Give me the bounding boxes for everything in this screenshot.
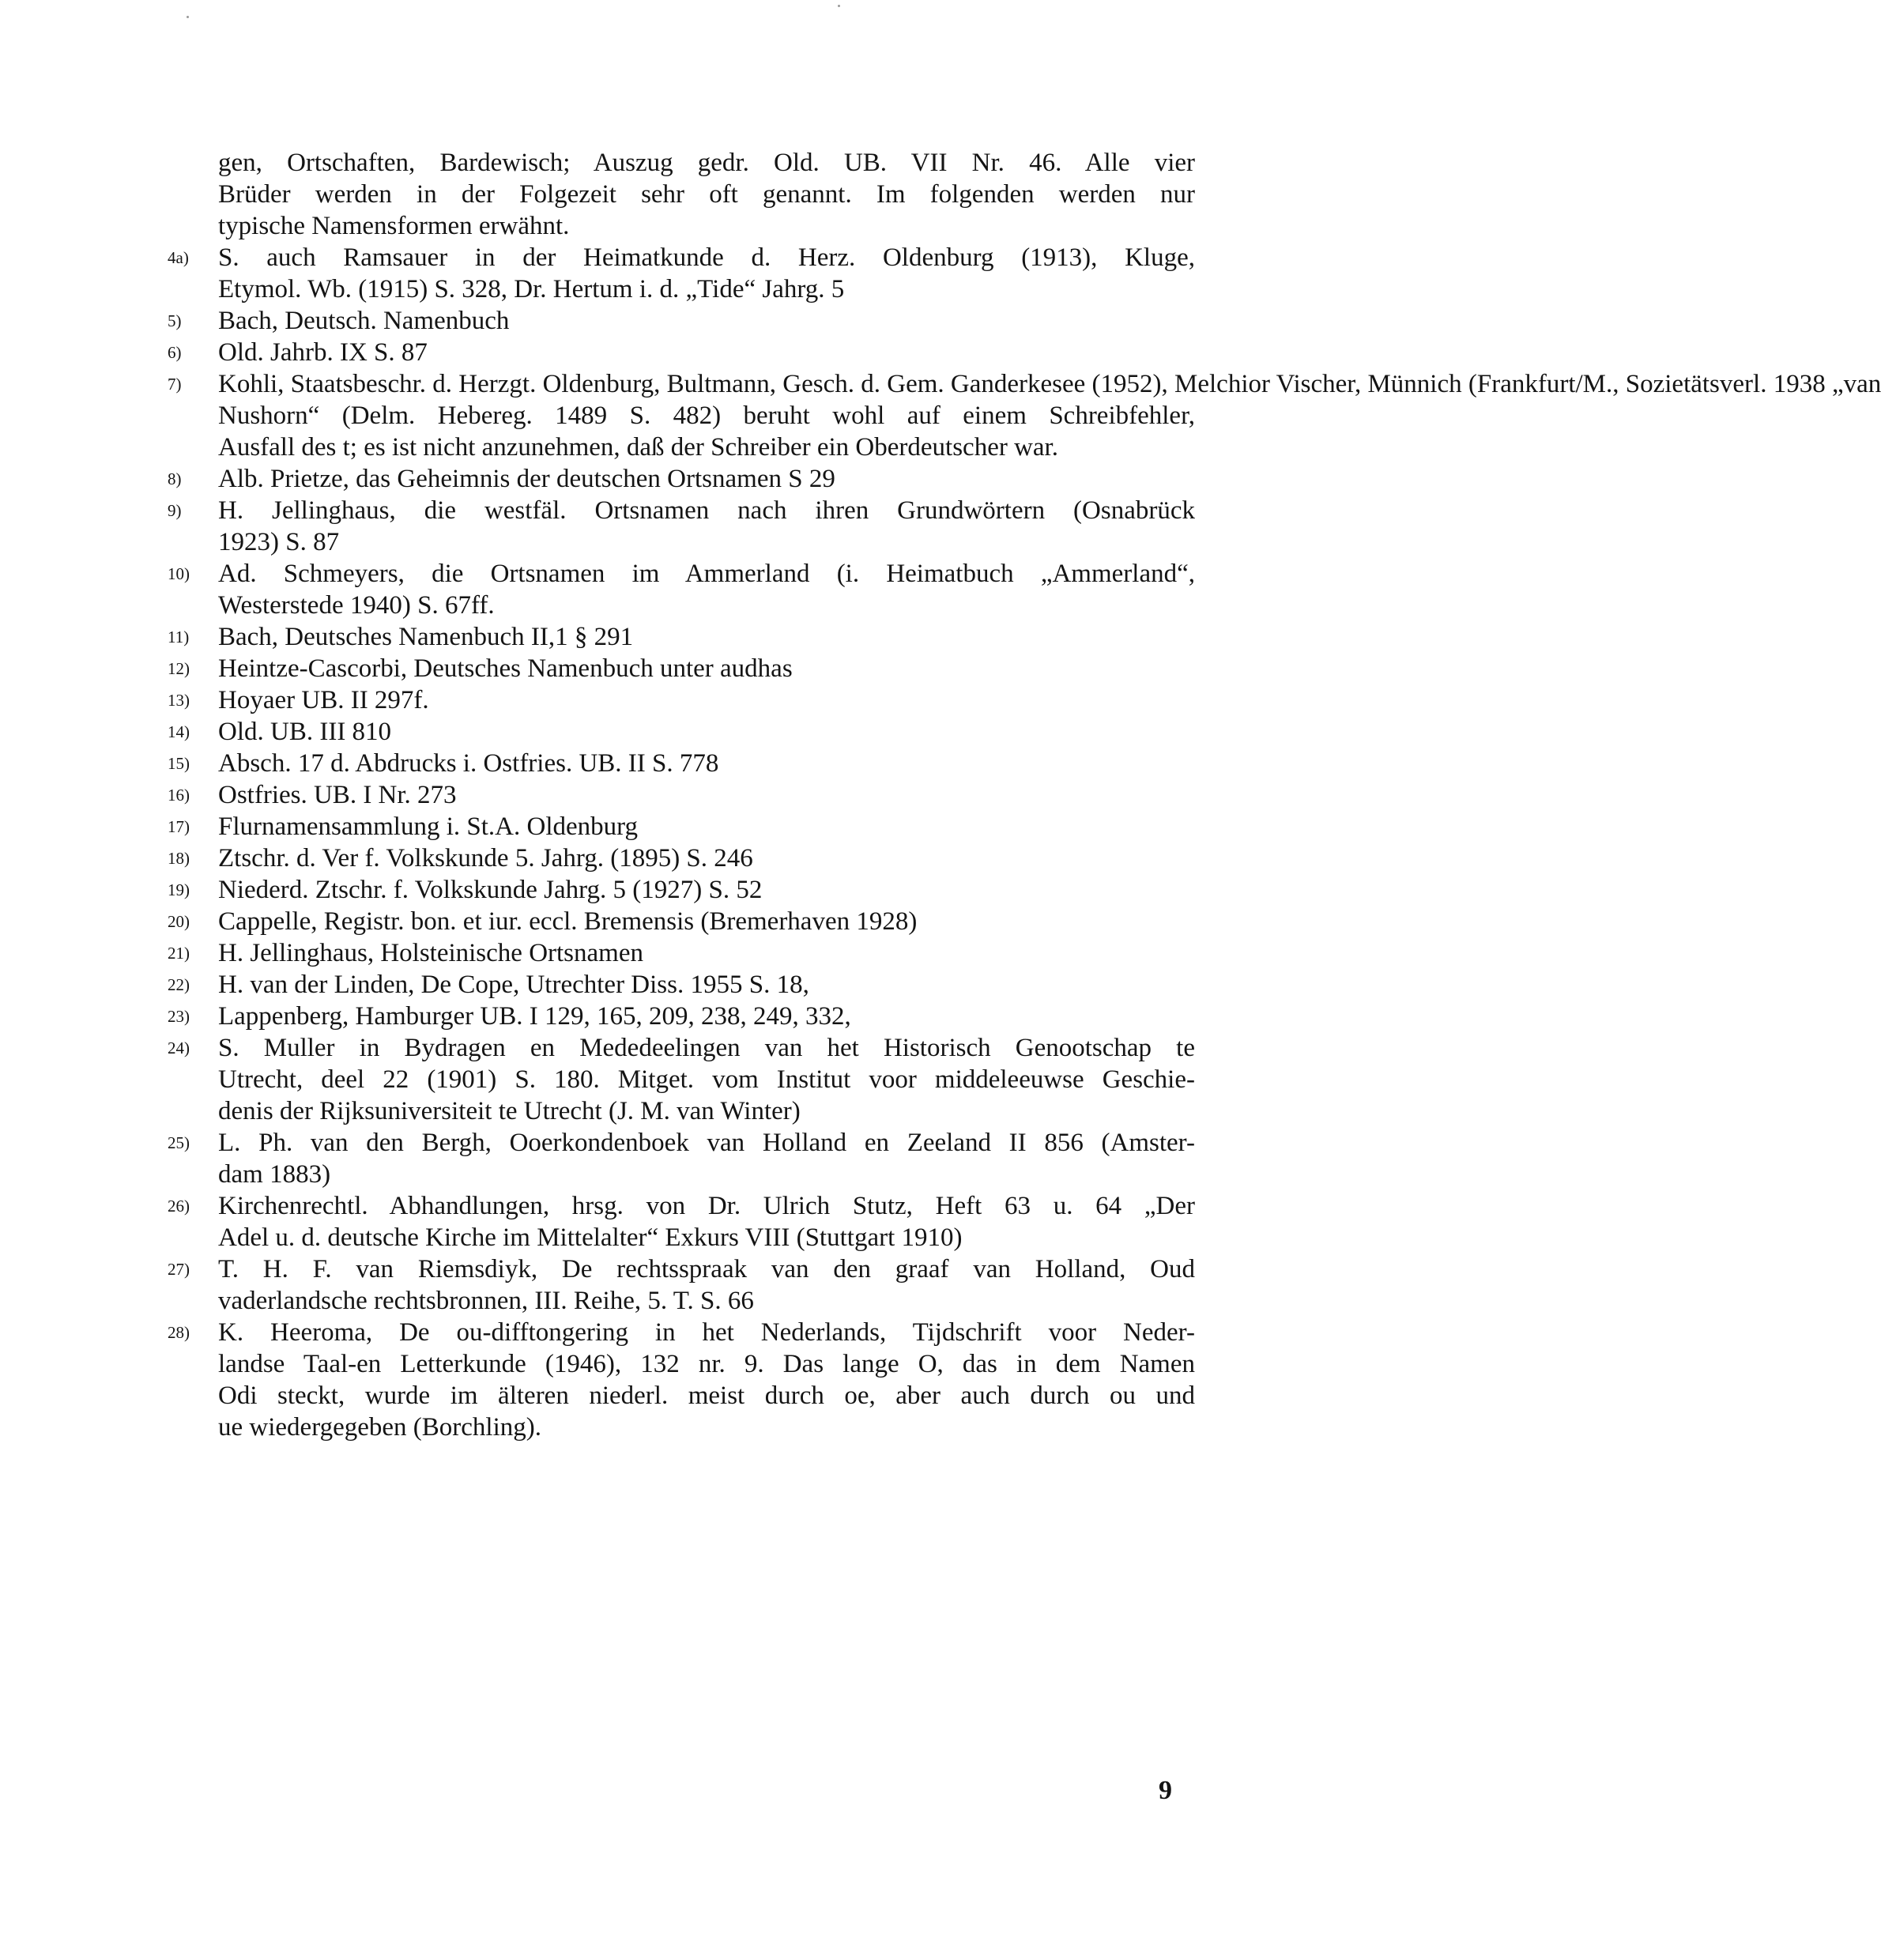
footnote-line: H. Jellinghaus, die westfäl. Ortsnamen nach ihren Grundwörtern (Osnabrück [218,496,1195,525]
footnote-line: typische Namensformen erwähnt. [218,212,570,240]
footnote-line: S. Muller in Bydragen en Mededeelingen van het Historisch Genootschap te [218,1034,1195,1062]
footnote-line: vaderlandsche rechtsbronnen, III. Reihe, 5. T. S. 66 [218,1287,754,1315]
footnote [0,1032,1372,1127]
footnote [0,305,1372,337]
footnote-line: dam 1883) [218,1160,331,1189]
footnote-line: Ausfall des t; es ist nicht anzunehmen, daß der Schreiber ein Oberdeutscher war. [218,433,1058,462]
footnote [0,1127,1372,1190]
footnote-line: K. Heeroma, De ou-difftongering in het Nederlands, Tijdschrift voor Neder- [218,1318,1195,1347]
footnote [0,1001,1372,1032]
footnote [0,337,1372,368]
footnote-line: Absch. 17 d. Abdrucks i. Ostfries. UB. II S. 778 [218,749,719,778]
footnote-label: 8) [168,469,182,488]
footnote-line: Etymol. Wb. (1915) S. 328, Dr. Hertum i. d. „Tide“ Jahrg. 5 [218,275,845,303]
footnote-line: Westerstede 1940) S. 67ff. [218,591,495,620]
footnote-line: Adel u. d. deutsche Kirche im Mittelalter“ Exkurs VIII (Stuttgart 1910) [218,1223,963,1252]
footnote-label: 19) [168,880,190,899]
footnote [0,621,1372,653]
footnote [0,748,1372,779]
footnote-line: Flurnamensammlung i. St.A. Oldenburg [218,812,639,841]
footnote-label: 12) [168,659,190,678]
footnote-list [0,147,1881,1443]
footnote [0,969,1372,1001]
footnote-label: 5) [168,311,182,330]
footnote [0,1190,1372,1253]
footnote-label: 4a) [168,248,189,267]
footnote-line: denis der Rijksuniversiteit te Utrecht (J. M. van Winter) [218,1097,801,1125]
footnote-line: Old. UB. III 810 [218,718,392,746]
footnote-label: 9) [168,501,182,520]
footnote [0,147,1372,242]
scan-speck [838,5,840,7]
footnote-label: 15) [168,754,190,773]
footnote-line: Odi steckt, wurde im älteren niederl. meist durch oe, aber auch durch ou und [218,1381,1195,1410]
footnote [0,906,1372,937]
footnote-label: 17) [168,817,190,836]
footnote-line: Cappelle, Registr. bon. et iur. eccl. Bremensis (Bremerhaven 1928) [218,907,918,936]
footnote-label: 11) [168,628,190,646]
footnote-label: 25) [168,1133,190,1152]
footnote-label: 14) [168,722,190,741]
footnote-label: 23) [168,1007,190,1026]
footnote-label: 21) [168,944,190,963]
footnote-line: Ztschr. d. Ver f. Volkskunde 5. Jahrg. (1895) S. 246 [218,844,753,873]
footnote-line: gen, Ortschaften, Bardewisch; Auszug gedr. Old. UB. VII Nr. 46. Alle vier [218,149,1195,177]
footnote-line: Brüder werden in der Folgezeit sehr oft genannt. Im folgenden werden nur [218,180,1195,209]
footnote-line: Heintze-Cascorbi, Deutsches Namenbuch unter audhas [218,654,793,683]
footnote-line: Ad. Schmeyers, die Ortsnamen im Ammerland (i. Heimatbuch „Ammerland“, [218,560,1195,588]
footnote [0,779,1372,811]
footnote-line: Kirchenrechtl. Abhandlungen, hrsg. von Dr. Ulrich Stutz, Heft 63 u. 64 „Der [218,1192,1195,1220]
footnote-line: Bach, Deutsch. Namenbuch [218,307,510,335]
footnote-line: Ostfries. UB. I Nr. 273 [218,781,457,809]
footnote-line: S. auch Ramsauer in der Heimatkunde d. Herz. Oldenburg (1913), Kluge, [218,243,1195,272]
footnote [0,653,1372,684]
footnote-label: 28) [168,1323,190,1342]
footnote-label: 22) [168,975,190,994]
footnote-line: landse Taal-en Letterkunde (1946), 132 nr. 9. Das lange O, das in dem Namen [218,1350,1195,1378]
footnote [0,558,1372,621]
footnote-line: Bach, Deutsches Namenbuch II,1 § 291 [218,623,634,651]
footnote [0,874,1372,906]
footnote [0,1317,1372,1443]
footnote-line: ue wiedergegeben (Borchling). [218,1413,541,1442]
footnote-line: Hoyaer UB. II 297f. [218,686,429,714]
footnote-line: Niederd. Ztschr. f. Volkskunde Jahrg. 5 (1927) S. 52 [218,876,763,904]
footnote-label: 24) [168,1038,190,1057]
footnote-line: 1923) S. 87 [218,528,340,556]
footnote-line: Old. Jahrb. IX S. 87 [218,338,428,367]
footnote-line: Utrecht, deel 22 (1901) S. 180. Mitget. vom Institut voor middeleeuwse Geschie- [218,1065,1195,1094]
footnote [0,842,1372,874]
footnote-label: 10) [168,564,190,583]
footnote [0,495,1372,558]
footnote-label: 13) [168,691,190,710]
footnote [0,684,1372,716]
footnote [0,368,1881,463]
footnote-label: 18) [168,849,190,868]
footnote-line: T. H. F. van Riemsdiyk, De rechtsspraak van den graaf van Holland, Oud [218,1255,1195,1283]
footnote-label: 26) [168,1197,190,1216]
footnote-line: L. Ph. van den Bergh, Ooerkondenboek van Holland en Zeeland II 856 (Amster- [218,1129,1195,1157]
footnote [0,1253,1372,1317]
footnote-line: H. van der Linden, De Cope, Utrechter Diss. 1955 S. 18, [218,971,809,999]
footnote-line: H. Jellinghaus, Holsteinische Ortsnamen [218,939,643,967]
footnote-label: 6) [168,343,182,362]
footnote-label: 27) [168,1260,190,1279]
footnote-label: 20) [168,912,190,931]
footnote-label: 7) [168,375,182,394]
footnote-label: 16) [168,786,190,805]
footnote [0,811,1372,842]
footnote [0,242,1372,305]
footnote [0,937,1372,969]
page-number: 9 [1159,1776,1172,1805]
footnote-line: Alb. Prietze, das Geheimnis der deutschen Ortsnamen S 29 [218,465,835,493]
footnote-line: Lappenberg, Hamburger UB. I 129, 165, 209, 238, 249, 332, [218,1002,851,1031]
footnote-line: Kohli, Staatsbeschr. d. Herzgt. Oldenburg, Bultmann, Gesch. d. Gem. Ganderkesee (1952), Melchior Vischer, Münnich (Frankfurt/M., Sozietätsverl. 1938 „van [218,370,1881,398]
footnote-line: Nushorn“ (Delm. Hebereg. 1489 S. 482) beruht wohl auf einem Schreibfehler, [218,401,1195,430]
footnote [0,716,1372,748]
scan-speck [187,16,189,18]
footnote [0,463,1372,495]
